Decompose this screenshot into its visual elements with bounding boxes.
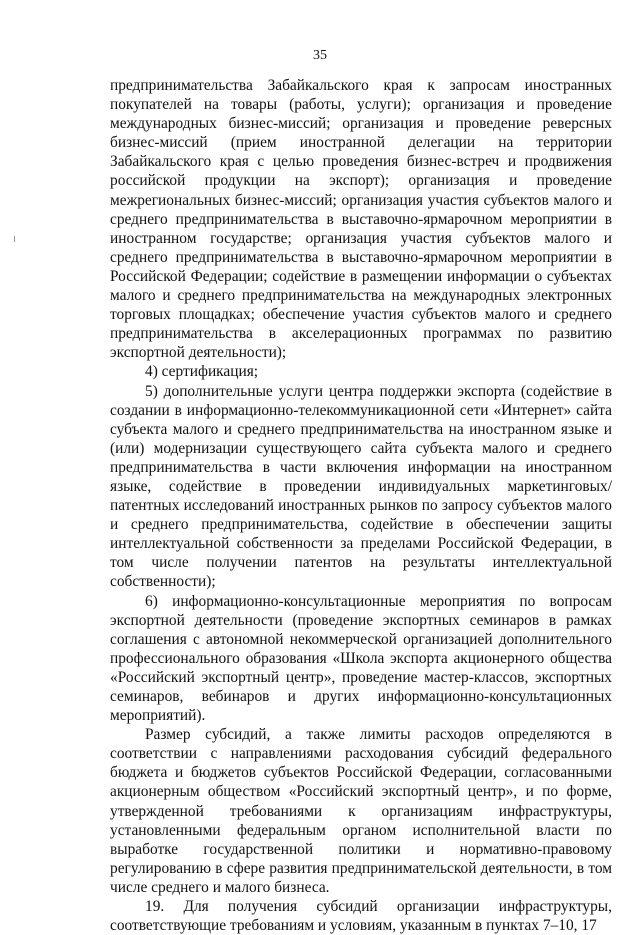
paragraph-continuation: предпринимательства Забайкальского края к запросам иностранных покупателей на товары (работы, услуги); организация и проведение международных бизнес-миссий; организация и проведение реверсных бизнес-миссий (прием иностранной делегации на территории Забайкальского края с целью проведения бизнес-встреч и продвижения российской продукции на экспорт); организация и проведение межрегиональных бизнес-миссий; организация участия субъектов малого и среднего предпринимательства в выставочно-ярмарочном мероприятии в иностранном государстве; организация участия субъектов малого и среднего предпринимательства в выставочно-ярмарочном мероприятии в Российской Федерации; содействие в размещении информации о субъектах малого и среднего предпринимательства на международных электронных торговых площадках; обеспечение участия субъектов малого и среднего предпринимательства в акселерационных программах по развитию экспортной деятельности);	[110, 77, 612, 362]
paragraph-subsidy-size: Размер субсидий, а также лимиты расходов определяются в соответствии с направлениями расходования субсидий федерального бюджета и бюджетов субъектов Российской Федерации, согласованными акционерным обществом «Российский экспортный центр», и по форме, утвержденной требованиями к организациям инфраструктуры, установленными федеральным органом исполнительной власти по выработке государственной политики и нормативно-правовому регулированию в сфере развития предпринимательской деятельности, в том числе среднего и малого бизнеса.	[110, 726, 612, 896]
paragraph-item-6: 6) информационно-консультационные мероприятия по вопросам экспортной деятельности (проведение экспортных семинаров в рамках соглашения с автономной некоммерческой организацией дополнительного профессионального образования «Школа экспорта акционерного общества «Российский экспортный центр», проведение мастер-классов, экспортных семинаров, вебинаров и других информационно-консультационных мероприятий).	[110, 592, 612, 725]
paragraph-item-4: 4) сертификация;	[145, 363, 259, 381]
paragraph-item-5: 5) дополнительные услуги центра поддержки экспорта (содействие в создании в информационно-телекоммуникационной сети «Интернет» сайта субъекта малого и среднего предпринимательства на иностранном языке и (или) модернизации существующего сайта субъекта малого и среднего предпринимательства в части включения информации на иностранном языке, содействие в проведении индивидуальных маркетинговых/патентных исследований иностранных рынков по запросу субъектов малого и среднего предпринимательства, содействие в обеспечении защиты интеллектуальной собственности за пределами Российской Федерации, в том числе получении патентов на результаты интеллектуальной собственности);	[110, 382, 612, 591]
paragraph-clause-19: 19. Для получения субсидий организации инфраструктуры, соответствующие требованиям и условиям, указанным в пунктах 7–10, 17	[110, 898, 612, 935]
document-body	[110, 76, 612, 935]
page-number: 35	[313, 48, 327, 63]
margin-mark	[14, 236, 15, 242]
